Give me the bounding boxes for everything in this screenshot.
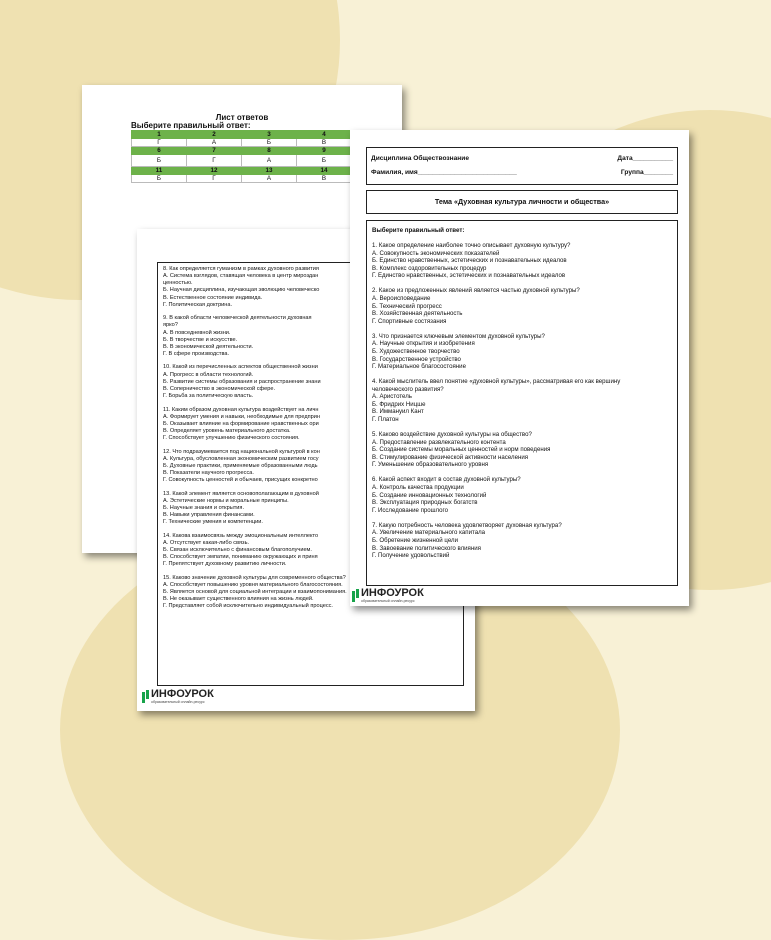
answer-option: Г. Платон: [372, 416, 399, 424]
answer-option: В. Иммануил Кант: [372, 408, 424, 416]
answer-option: Г. Получение удовольствий: [372, 552, 450, 560]
answer-option: Г. Совокупность ценностей и обычаев, присущих конкретно: [163, 477, 318, 484]
answer-option: А. Вероисповедание: [372, 294, 431, 302]
questions-instruction: Выберите правильный ответ:: [372, 227, 465, 234]
question: [372, 522, 672, 560]
answer-option: Г. Спортивные состязания: [372, 317, 447, 325]
question-text: 6. Какой аспект входит в состав духовной культуры?: [372, 476, 521, 484]
answer-option: Г. Представляет собой исключительно индивидуальный процесс.: [163, 603, 333, 610]
question-text: 9. В какой области человеческой деятельности духовная: [163, 315, 312, 322]
answer-option: А. Формирует умения и навыки, необходимые для предприн: [163, 413, 320, 420]
answer-option: А. Контроль качества продукции: [372, 483, 464, 491]
question: [372, 378, 672, 424]
answer-option: А. Увеличение материального капитала: [372, 529, 486, 537]
answer-letter: Г: [187, 175, 242, 183]
topic-box: Тема «Духовная культура личности и общества»: [366, 190, 678, 214]
answer-option: Б. Создание системы моральных ценностей и норм поведения: [372, 446, 551, 454]
question-text: 4. Какой мыслитель ввел понятие «духовной культуры», рассматривая его как вершину: [372, 378, 621, 386]
question-text: 14. Какова взаимосвязь между эмоциональным интеллекто: [163, 532, 319, 539]
answer-option: Б. Является основой для социальной интеграции и взаимопонимания.: [163, 589, 347, 596]
question: [372, 431, 672, 469]
question-text: 2. Какое из предложенных явлений является частью духовной культуры?: [372, 287, 580, 295]
answer-option: А. В повседневной жизни.: [163, 329, 231, 336]
answer-option: Б. Научные знания и открытия.: [163, 505, 244, 512]
answer-option: Б. Научная дисциплина, изучающая эволюцию человеческо: [163, 287, 320, 294]
answer-grid-answer-row: [132, 139, 352, 147]
answer-option: Г. Препятствует духовному развитию личности.: [163, 561, 287, 568]
answer-option: Г. В сфере производства.: [163, 351, 230, 358]
answer-option: Г. Способствует улучшению физического состояния.: [163, 435, 300, 442]
infourok-logo-icon: [352, 589, 359, 602]
answer-grid-answer-row: [132, 155, 352, 167]
answer-option: А. Совокупность экономических показателей: [372, 249, 500, 257]
answer-number: 3: [242, 131, 297, 139]
answer-option: В. Завоевание политического влияния: [372, 544, 481, 552]
answer-option: А. Научные открытия и изобретения: [372, 340, 475, 348]
answer-letter: В: [297, 175, 352, 183]
answer-option: Б. Фридрих Ницше: [372, 400, 426, 408]
answer-number: 14: [297, 167, 352, 175]
answer-number: 2: [187, 131, 242, 139]
answer-option: А. Культура, обусловленная экономическим развитием госу: [163, 455, 319, 462]
answer-option: Г. Борьба за политическую власть.: [163, 393, 254, 400]
answer-option: Б. Технический прогресс: [372, 302, 442, 310]
infourok-logo-icon: [142, 690, 149, 703]
answer-grid-number-row: [132, 147, 352, 155]
discipline-label: Дисциплина Обществознание: [371, 155, 470, 162]
question: [372, 287, 672, 325]
answer-option: В. Определяет уровень материального достатка.: [163, 428, 291, 435]
answer-option: В. Не оказывает существенного влияния на жизнь людей.: [163, 596, 314, 603]
question: [372, 476, 672, 514]
question-text: 13. Какой элемент является основополагающим в духовной: [163, 490, 319, 497]
answer-grid-number-row: [132, 167, 352, 175]
answer-letter: В: [297, 139, 352, 147]
question: [372, 333, 672, 371]
answer-option: Б. Духовные практики, применяемые образованными людь: [163, 462, 318, 469]
answer-option: В. Навыки управления финансами.: [163, 512, 255, 519]
answer-option: Г. Уменьшение образовательного уровня: [372, 461, 489, 469]
question-text: 7. Какую потребность человека удовлетворяет духовная культура?: [372, 521, 562, 529]
answer-letter: Б: [297, 155, 352, 167]
answer-option: В. Соперничество в экономической сфере.: [163, 385, 275, 392]
answer-letter: А: [242, 175, 297, 183]
answer-option: В. Показатели научного прогресса.: [163, 470, 254, 477]
answer-option: В. Стимулирование физической активности населения: [372, 453, 529, 461]
answer-option: Г. Политическая доктрина.: [163, 301, 233, 308]
answer-option: В. Комплекс оздоровительных процедур: [372, 264, 487, 272]
answer-letter: А: [187, 139, 242, 147]
answer-option: В. В экономической деятельности.: [163, 343, 254, 350]
question: [372, 242, 672, 280]
answer-sheet-title: Лист ответов: [215, 113, 269, 122]
answer-option: Б. Развитие системы образования и распространение знани: [163, 378, 321, 385]
answer-grid-number-row: [132, 131, 352, 139]
question-text: 8. Как определяется гуманизм в рамках духовного развития: [163, 266, 319, 272]
answer-option: Б. Художественное творчество: [372, 347, 460, 355]
answer-option: Г. Исследование прошлого: [372, 506, 449, 514]
question-text: 15. Каково значение духовной культуры для современного общества?: [163, 574, 346, 581]
answer-number: 6: [132, 147, 187, 155]
answer-option: Б. Создание инновационных технологий: [372, 491, 487, 499]
question-text: 12. Что подразумевается под национальной культурой в кон: [163, 448, 320, 455]
answer-option: А. Способствует повышению уровня материального благосостояния.: [163, 582, 343, 589]
answer-option: ярко?: [163, 322, 178, 329]
test-page: [350, 130, 689, 606]
answer-option: А. Отсутствует какая-либо связь.: [163, 539, 250, 546]
answer-letter: Б: [132, 155, 187, 167]
answer-option: В. Хозяйственная деятельность: [372, 310, 463, 318]
logo-tagline: образовательный онлайн-ресурс: [151, 700, 205, 704]
answer-option: Б. Связан исключительно с финансовым благополучием.: [163, 547, 312, 554]
answer-option: А. Эстетические нормы и моральные принципы.: [163, 497, 289, 504]
answer-option: В. Естественное состояние индивида.: [163, 294, 263, 301]
logo-name: ИНФОУРОК: [361, 587, 424, 599]
answer-option: ценностью.: [163, 280, 193, 287]
answer-option: А. Предоставление развлекательного контента: [372, 438, 506, 446]
answer-option: человеческого развития?: [372, 385, 444, 393]
answer-number: 7: [187, 147, 242, 155]
date-field: Дата___________: [617, 155, 673, 162]
answer-letter: Г: [187, 155, 242, 167]
answer-number: 12: [187, 167, 242, 175]
answer-grid-answer-row: [132, 175, 352, 183]
infourok-logo: [142, 689, 214, 704]
answer-number: 1: [132, 131, 187, 139]
answer-grid: [131, 130, 352, 183]
questions-box: [366, 220, 678, 586]
header-box: [366, 147, 678, 185]
answer-option: В. Эксплуатация природных богатств: [372, 499, 478, 507]
answer-option: А. Система взглядов, ставящая человека в центр мироздан: [163, 273, 319, 280]
name-field: Фамилия, имя___________________________: [371, 169, 517, 176]
question-text: 5. Каково воздействие духовной культуры на общество?: [372, 431, 532, 439]
answer-option: Б. Единство нравственных, эстетических и познавательных идеалов: [372, 257, 567, 265]
answer-letter: Б: [242, 139, 297, 147]
answer-option: А. Прогресс в области технологий.: [163, 371, 254, 378]
answer-letter: Б: [132, 175, 187, 183]
logo-tagline: образовательный онлайн-ресурс: [361, 599, 415, 603]
answer-letter: А: [242, 155, 297, 167]
answer-option: А. Аристотель: [372, 393, 412, 401]
answer-number: 9: [297, 147, 352, 155]
answer-number: 4: [297, 131, 352, 139]
question-text: 1. Какое определение наиболее точно описывает духовную культуру?: [372, 242, 571, 249]
answer-option: Г. Материальное благосостояние: [372, 363, 466, 371]
answer-option: Б. Обретение жизненной цели: [372, 536, 458, 544]
question-text: 3. Что признается ключевым элементом духовной культуры?: [372, 332, 545, 340]
answer-option: Г. Технические умения и компетенции.: [163, 519, 263, 526]
question-text: 10. Какой из перечисленных аспектов общественной жизни: [163, 364, 318, 371]
answer-sheet-instruction: Выберите правильный ответ:: [131, 121, 251, 130]
answer-option: Г. Единство нравственных, эстетических и познавательных идеалов: [372, 272, 566, 280]
answer-letter: Г: [132, 139, 187, 147]
answer-number: 8: [242, 147, 297, 155]
answer-option: Б. В творчестве и искусстве.: [163, 336, 238, 343]
answer-option: В. Способствует эмпатии, пониманию окружающих и приня: [163, 554, 318, 561]
answer-option: В. Государственное устройство: [372, 355, 461, 363]
infourok-logo: [352, 588, 424, 603]
question-text: 11. Каким образом духовная культура воздействует на личн: [163, 406, 319, 413]
logo-name: ИНФОУРОК: [151, 688, 214, 700]
answer-number: 11: [132, 167, 187, 175]
answer-option: Б. Оказывает влияние на формирование нравственных ори: [163, 420, 319, 427]
group-field: Группа________: [620, 169, 673, 176]
answer-number: 13: [242, 167, 297, 175]
question-list: [372, 242, 672, 567]
